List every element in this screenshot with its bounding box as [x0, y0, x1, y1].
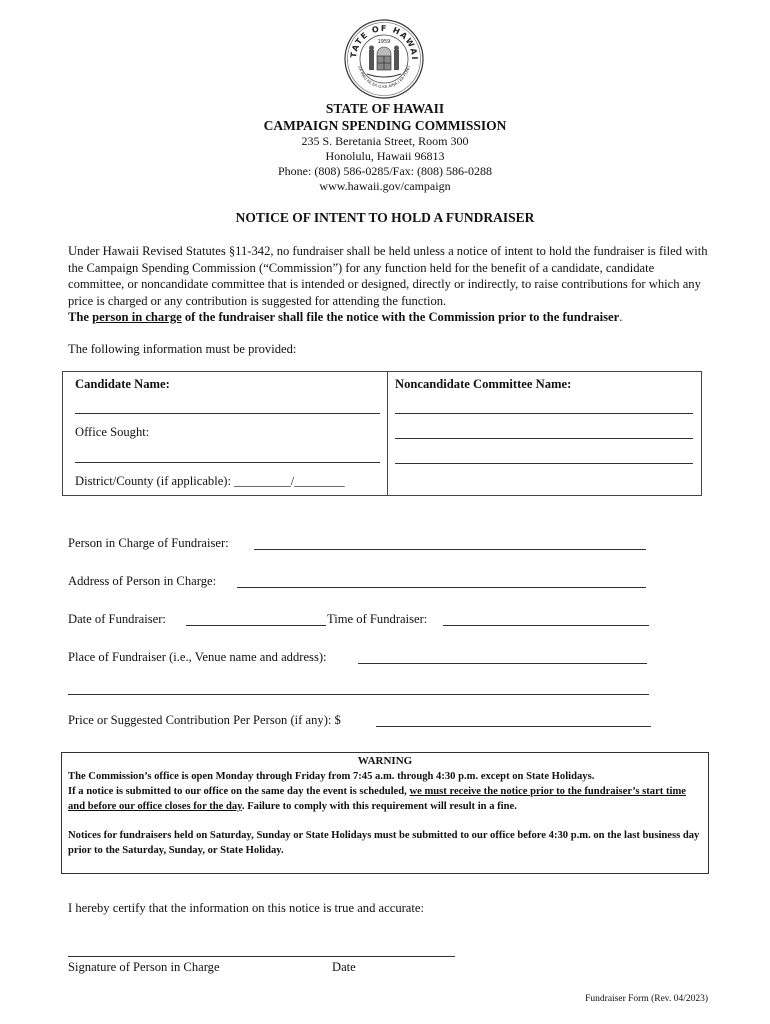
- signature-label: Signature of Person in Charge: [68, 960, 220, 974]
- certification-statement: I hereby certify that the information on this notice is true and accurate:: [68, 901, 424, 915]
- place-of-fundraiser-field[interactable]: [358, 663, 647, 664]
- form-revision: Fundraiser Form (Rev. 04/2023): [585, 994, 708, 1004]
- office-sought-field[interactable]: [75, 462, 380, 463]
- warning-same-day: [68, 784, 702, 814]
- noncandidate-committee-field-2[interactable]: [395, 438, 693, 439]
- signature-date-label: Date: [332, 960, 356, 974]
- district-county-field[interactable]: District/County (if applicable): _________/________: [75, 474, 345, 488]
- state-seal: [343, 18, 425, 100]
- date-of-fundraiser-field[interactable]: [186, 625, 326, 626]
- noncandidate-committee-field-1[interactable]: [395, 413, 693, 414]
- seal-motto: UA MAU KE EA O KA AINA I KA PONO: [357, 65, 411, 90]
- agency-header: [0, 100, 770, 194]
- seal-ring-text: TATE OF HAWAI: [348, 23, 420, 61]
- warning-weekend: Notices for fundraisers held on Saturday, Sunday or State Holidays must be submitted to our office before 4:30 p.m. on the last business day prior to the Saturday, Sunday, or State Holiday.: [68, 830, 700, 856]
- agency-street: 235 S. Beretania Street, Room 300: [301, 134, 469, 148]
- warning-box: [61, 752, 709, 874]
- form-title: NOTICE OF INTENT TO HOLD A FUNDRAISER: [235, 210, 535, 225]
- price-field[interactable]: [376, 726, 651, 727]
- agency-name: CAMPAIGN SPENDING COMMISSION: [263, 118, 507, 133]
- noncandidate-committee-label: Noncandidate Committee Name:: [395, 377, 572, 391]
- intro-paragraph: [68, 243, 708, 326]
- signature-field[interactable]: [68, 956, 455, 957]
- agency-phone: Phone: (808) 586-0285/Fax: (808) 586-0288: [278, 164, 492, 178]
- warning-same-day-emphasis: we must receive the notice prior to the fundraiser’s start time and before our office closes for the day: [68, 786, 686, 812]
- place-of-fundraiser-label: Place of Fundraiser (i.e., Venue name and address):: [68, 650, 327, 664]
- person-in-charge-emphasis: person in charge: [92, 310, 182, 325]
- person-in-charge-label: Person in Charge of Fundraiser:: [68, 536, 229, 550]
- time-of-fundraiser-label: Time of Fundraiser:: [327, 612, 428, 626]
- filing-requirement-prefix: The: [68, 310, 93, 325]
- state-name: STATE OF HAWAII: [325, 101, 445, 116]
- warning-same-day-text: If a notice is submitted to our office on the same day the event is scheduled,: [68, 786, 410, 797]
- provided-instruction: The following information must be provided:: [68, 342, 297, 356]
- warning-title: WARNING: [357, 755, 413, 767]
- intro-text: Under Hawaii Revised Statutes §11-342, no fundraiser shall be held unless a notice of intent to hold the fundraiser is filed with the Campaign Spending Commission (“Commission”) for any function held for the benefit of a candidate, candidate committee, or noncandidate committee that is intended or designed, directly or indirectly, to raise contributions for which any price is charged or any contribution is suggested for attending the function.: [68, 244, 708, 308]
- agency-city: Honolulu, Hawaii 96813: [325, 149, 445, 163]
- place-of-fundraiser-field-2[interactable]: [68, 694, 649, 695]
- person-in-charge-field[interactable]: [254, 549, 646, 550]
- time-of-fundraiser-field[interactable]: [443, 625, 649, 626]
- seal-year: 1959: [377, 39, 391, 45]
- candidate-name-label: Candidate Name:: [75, 377, 170, 391]
- state-seal-icon: [343, 18, 425, 100]
- office-sought-label: Office Sought:: [75, 425, 150, 439]
- price-label: Price or Suggested Contribution Per Person (if any): $: [68, 713, 341, 727]
- filing-requirement-suffix: of the fundraiser shall file the notice with the Commission prior to the fundraiser: [181, 310, 620, 325]
- agency-website: www.hawaii.gov/campaign: [319, 179, 451, 193]
- warning-office-hours: The Commission’s office is open Monday through Friday from 7:45 a.m. through 4:30 p.m. except on State Holidays.: [68, 771, 595, 782]
- filing-requirement-period: .: [619, 310, 623, 325]
- filing-requirement: [68, 310, 619, 324]
- noncandidate-committee-field-3[interactable]: [395, 463, 693, 464]
- address-field[interactable]: [237, 587, 646, 588]
- date-of-fundraiser-label: Date of Fundraiser:: [68, 612, 166, 626]
- candidate-info-table: [62, 371, 702, 496]
- table-divider: [387, 372, 388, 495]
- warning-fine-text: . Failure to comply with this requirement will result in a fine.: [241, 801, 517, 812]
- candidate-name-field[interactable]: [75, 413, 380, 414]
- address-label: Address of Person in Charge:: [68, 574, 217, 588]
